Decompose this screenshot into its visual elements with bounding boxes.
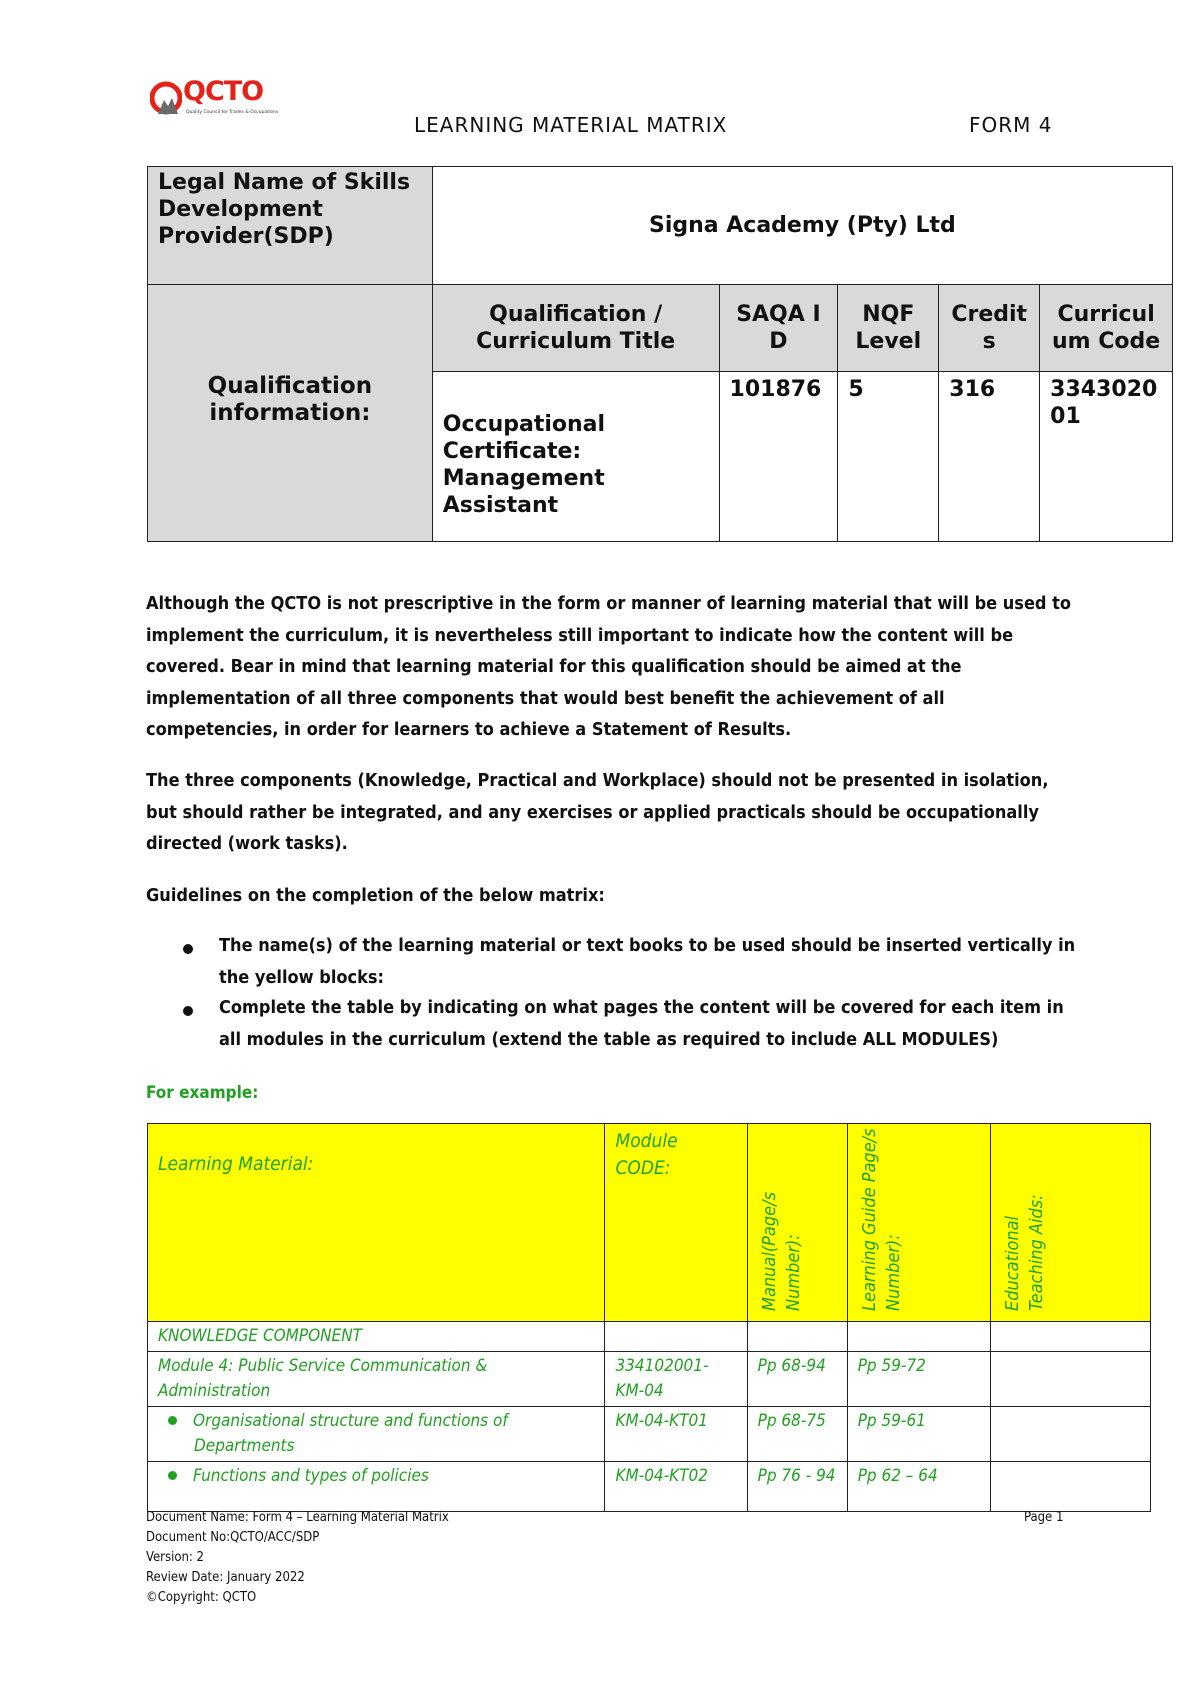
learning-material-label: Learning Material: [148, 1124, 605, 1322]
form-number: FORM 4 [969, 113, 1053, 137]
teaching-aids-header: Educational Teaching Aids: [1001, 1194, 1047, 1311]
footer-copyright: ©Copyright: QCTO [146, 1590, 257, 1605]
module-code: 334102001-KM-04 [605, 1352, 747, 1407]
module-code-header: Module CODE: [605, 1124, 747, 1322]
col-curriculum-code: Curriculum Code [1040, 285, 1173, 372]
guide-pages: Pp 62 – 64 [847, 1462, 990, 1512]
table-row [148, 1352, 1151, 1407]
nqf-level-value: 5 [838, 372, 939, 542]
bullet-dot-1 [183, 944, 193, 954]
footer-page-number: Page 1 [1024, 1510, 1064, 1525]
manual-pages: Pp 68-94 [747, 1352, 847, 1407]
col-saqa-id: SAQA ID [719, 285, 838, 372]
guideline-bullet-1: The name(s) of the learning material or text books to be used should be inserted vertically in the yellow blocks: [219, 935, 1076, 988]
logo-text: QCTO [183, 76, 264, 107]
table-row [148, 1407, 1151, 1462]
bullet-icon [168, 1471, 177, 1480]
logo-subtitle: Quality Council for Trades & Occupations [186, 110, 279, 115]
module-code: KM-04-KT01 [605, 1407, 747, 1462]
module-item: Functions and types of policies [193, 1466, 429, 1486]
knowledge-component-label: KNOWLEDGE COMPONENT [148, 1322, 605, 1352]
footer-doc-number: Document No:QCTO/ACC/SDP [146, 1530, 320, 1545]
learning-guide-pages-header: Learning Guide Page/s Number): [858, 1128, 904, 1311]
saqa-id-value: 101876 [719, 372, 838, 542]
for-example-label: For example: [146, 1083, 259, 1103]
bullet-dot-2 [183, 1006, 193, 1016]
module-code: KM-04-KT02 [605, 1462, 747, 1512]
qualification-title-value: Occupational Certificate: Management Assistant [432, 372, 719, 542]
qcto-logo [150, 76, 280, 130]
guideline-bullet-2: Complete the table by indicating on what pages the content will be covered for each item in all modules in the curriculum (extend the table as required to include ALL MODULES) [219, 997, 1064, 1050]
sdp-info-table [147, 166, 1173, 542]
guide-pages: Pp 59-61 [847, 1407, 990, 1462]
qcto-logo-icon [150, 80, 182, 120]
col-qualification-title: Qualification / Curriculum Title [432, 285, 719, 372]
manual-pages: Pp 68-75 [747, 1407, 847, 1462]
footer-review-date: Review Date: January 2022 [146, 1570, 305, 1585]
teaching-aids [990, 1352, 1150, 1407]
example-matrix-table [147, 1123, 1151, 1512]
footer-version: Version: 2 [146, 1550, 204, 1565]
module-item: Module 4: Public Service Communication & Administration [148, 1352, 605, 1407]
guidelines-heading: Guidelines on the completion of the below matrix: [146, 885, 605, 906]
guide-pages: Pp 59-72 [847, 1352, 990, 1407]
module-item: Organisational structure and functions of Departments [193, 1411, 508, 1456]
teaching-aids [990, 1462, 1150, 1512]
page-title: LEARNING MATERIAL MATRIX [414, 113, 728, 137]
qualification-info-label: Qualification information: [148, 285, 433, 542]
table-row [148, 1462, 1151, 1512]
credits-value: 316 [939, 372, 1040, 542]
manual-pages: Pp 76 - 94 [747, 1462, 847, 1512]
footer-doc-name: Document Name: Form 4 – Learning Material Matrix [146, 1510, 449, 1525]
manual-pages-header: Manual(Page/s Number): [758, 1191, 804, 1311]
legal-name-label: Legal Name of Skills Development Provider(SDP) [148, 167, 433, 285]
teaching-aids [990, 1407, 1150, 1462]
components-paragraph: The three components (Knowledge, Practical and Workplace) should not be presented in isolation, but should rather be integrated, and any exercises or applied practicals should be occupationally directed (work tasks). [146, 770, 1049, 854]
curriculum-code-value: 334302001 [1040, 372, 1173, 542]
bullet-icon [168, 1416, 177, 1425]
intro-paragraph: Although the QCTO is not prescriptive in the form or manner of learning material that will be used to implement the curriculum, it is nevertheless still important to indicate how the content will be covered. Bear in mind that learning material for this qualification should be aimed at the implementation of all three components that would best benefit the achievement of all competencies, in order for learners to achieve a Statement of Results. [146, 593, 1072, 740]
legal-name-value: Signa Academy (Pty) Ltd [432, 167, 1172, 285]
col-credits: Credits [939, 285, 1040, 372]
col-nqf-level: NQF Level [838, 285, 939, 372]
